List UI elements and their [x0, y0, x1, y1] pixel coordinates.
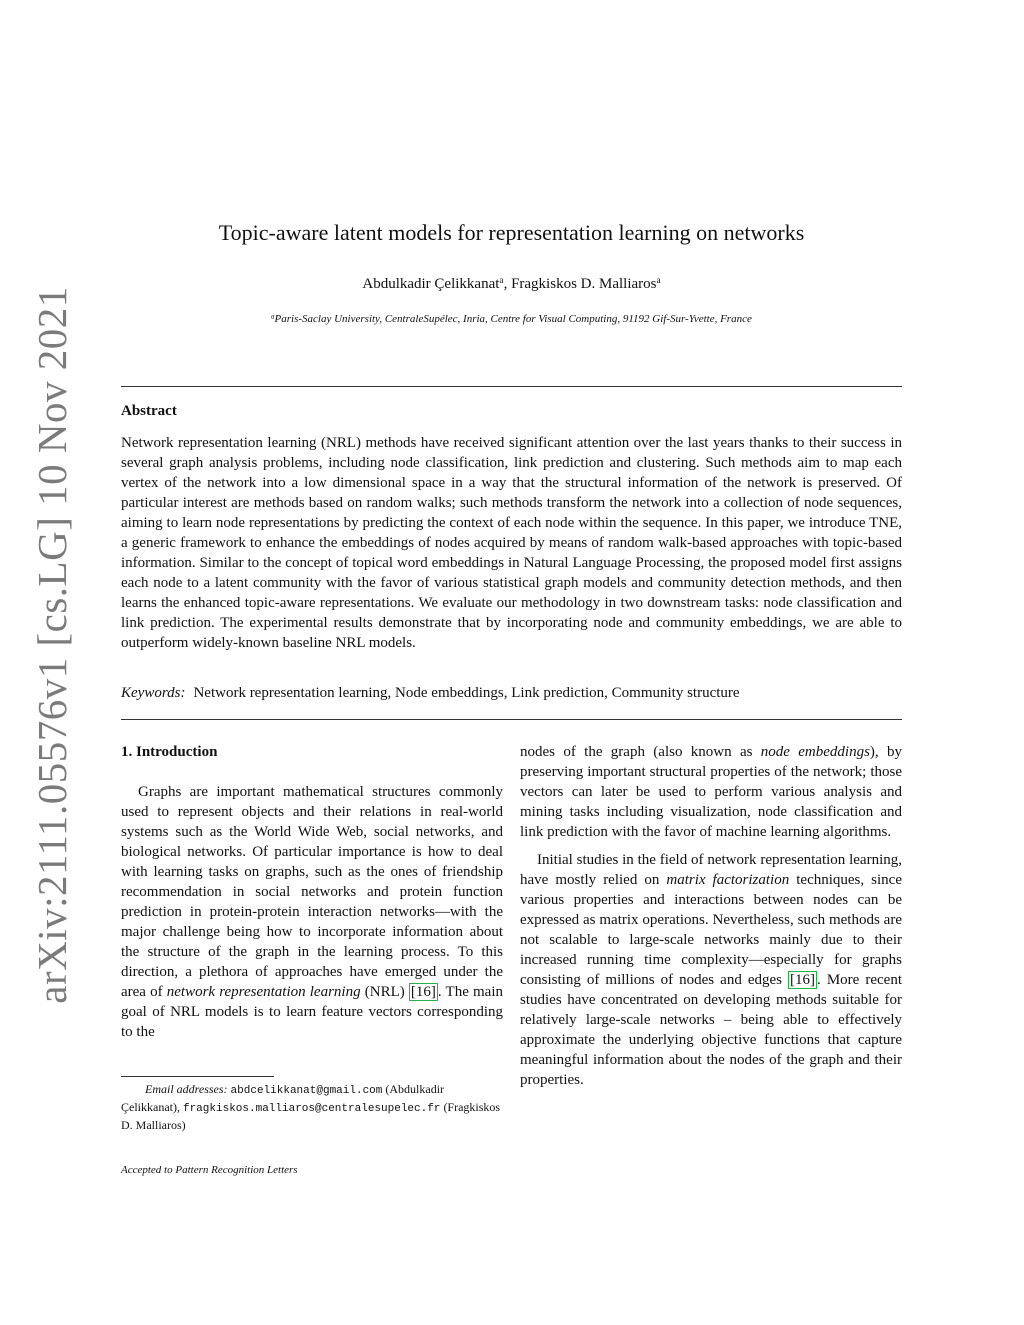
- keywords: [121, 685, 740, 702]
- footnote-label: Email addresses:: [145, 1082, 228, 1096]
- affiliation-text: Paris-Saclay University, CentraleSupélec, Inria, Centre for Visual Computing, 91192 Gif-Sur-Yvette, France: [274, 313, 752, 325]
- footnote-rule: [121, 1076, 274, 1077]
- author-name: Fragkiskos D. Malliaros: [511, 276, 657, 292]
- emphasis: node embeddings: [760, 744, 870, 760]
- intro-paragraph: Initial studies in the field of network representation learning, have mostly relied on matrix factorization techniques, since various properties and interactions between nodes can be expressed as matrix operations. Nevertheless, such methods are not scalable to large-scale networks mainly due to their increased running time complexity—especially for graphs consisting of millions of nodes and edges [16] . More recent studies have concentrated on developing methods suitable for relatively large-scale networks – being able to effectively approximate the underlying objective functions that capture meaningful information about the nodes of the graph and their properties.: [520, 852, 902, 1088]
- intro-paragraph: Graphs are important mathematical structures commonly used to represent objects and their relations in real-world systems such as the World Wide Web, social networks, and biological networks. Of particular importance is how to deal with learning tasks on graphs, such as the ones of friendship recommendation in social networks and protein function prediction in protein-protein interaction networks—with the major challenge being how to incorporate information about the structure of the graph in the learning process. To this direction, a plethora of approaches have emerged under the area of network representation learning (NRL) [16] . The main goal of NRL models is to learn feature vectors corresponding to the: [121, 784, 503, 1040]
- arxiv-identifier: arXiv:2111.05576v1 [cs.LG] 10 Nov 2021: [29, 286, 75, 1004]
- intro-paragraph-continued: nodes of the graph (also known as node embeddings), by preserving important structural properties of the network; those vectors can later be used to perform various analysis and mining tasks including visualization, node classification and link prediction with the favor of machine learning algorithms.: [520, 744, 902, 840]
- top-rule: [121, 386, 902, 387]
- affiliation: [121, 313, 902, 325]
- abstract-body: Network representation learning (NRL) methods have received significant attention over the last years thanks to their success in several graph analysis problems, including node classification, link prediction and clustering. Such methods aim to map each vertex of the network into a low dimensional space in a way that the structural information of the network is preserved. Of particular interest are methods based on random walks; such methods transform the network into a collection of node sequences, aiming to learn node representations by predicting the context of each node within the sequence. In this paper, we introduce TNE, a generic framework to enhance the embeddings of nodes acquired by means of random walk-based approaches with topic-based information. Similar to the concept of topical word embeddings in Natural Language Processing, the proposed model first assigns each node to a latent community with the favor of various statistical graph models and community detection methods, and then learns the enhanced topic-aware representations. We evaluate our methodology in two downstream tasks: node classification and link prediction. The experimental results demonstrate that by incorporating node and community embeddings, we are able to outperform widely-known baseline NRL models.: [121, 435, 902, 651]
- affiliation-marker: a: [271, 313, 275, 321]
- affiliation-marker: a: [499, 275, 504, 286]
- affiliation-marker: a: [656, 275, 661, 286]
- paper-title: Topic-aware latent models for representation learning on networks: [218, 220, 805, 245]
- keywords-label: Keywords:: [121, 685, 186, 701]
- keywords-text: Network representation learning, Node embeddings, Link prediction, Community structure: [193, 685, 740, 701]
- email-address[interactable]: abdcelikkanat@gmail.com: [230, 1085, 383, 1097]
- right-column: [520, 742, 902, 1090]
- author-list: [121, 276, 902, 293]
- citation-link[interactable]: [16]: [410, 984, 436, 1000]
- journal-note: Accepted to Pattern Recognition Letters: [121, 1164, 298, 1176]
- email-address[interactable]: fragkiskos.malliaros@centralesupelec.fr: [182, 1103, 441, 1115]
- emphasis: matrix factorization: [666, 872, 790, 888]
- section-heading: 1. Introduction: [121, 744, 218, 760]
- author-separator: ,: [503, 276, 512, 292]
- abstract-heading: Abstract: [121, 403, 177, 419]
- footnote: Email addresses: abdcelikkanat@gmail.com (Abdulkadir Çelikkanat), fragkiskos.malliaros@centralesupelec.fr (Fragkiskos D. Malliaros): [121, 1082, 501, 1132]
- author-name: Abdulkadir Çelikkanat: [362, 276, 500, 292]
- emphasis: network representation learning: [166, 984, 361, 1000]
- citation-link[interactable]: [16]: [790, 972, 816, 988]
- bottom-rule: [121, 719, 902, 720]
- left-column: [121, 742, 503, 1042]
